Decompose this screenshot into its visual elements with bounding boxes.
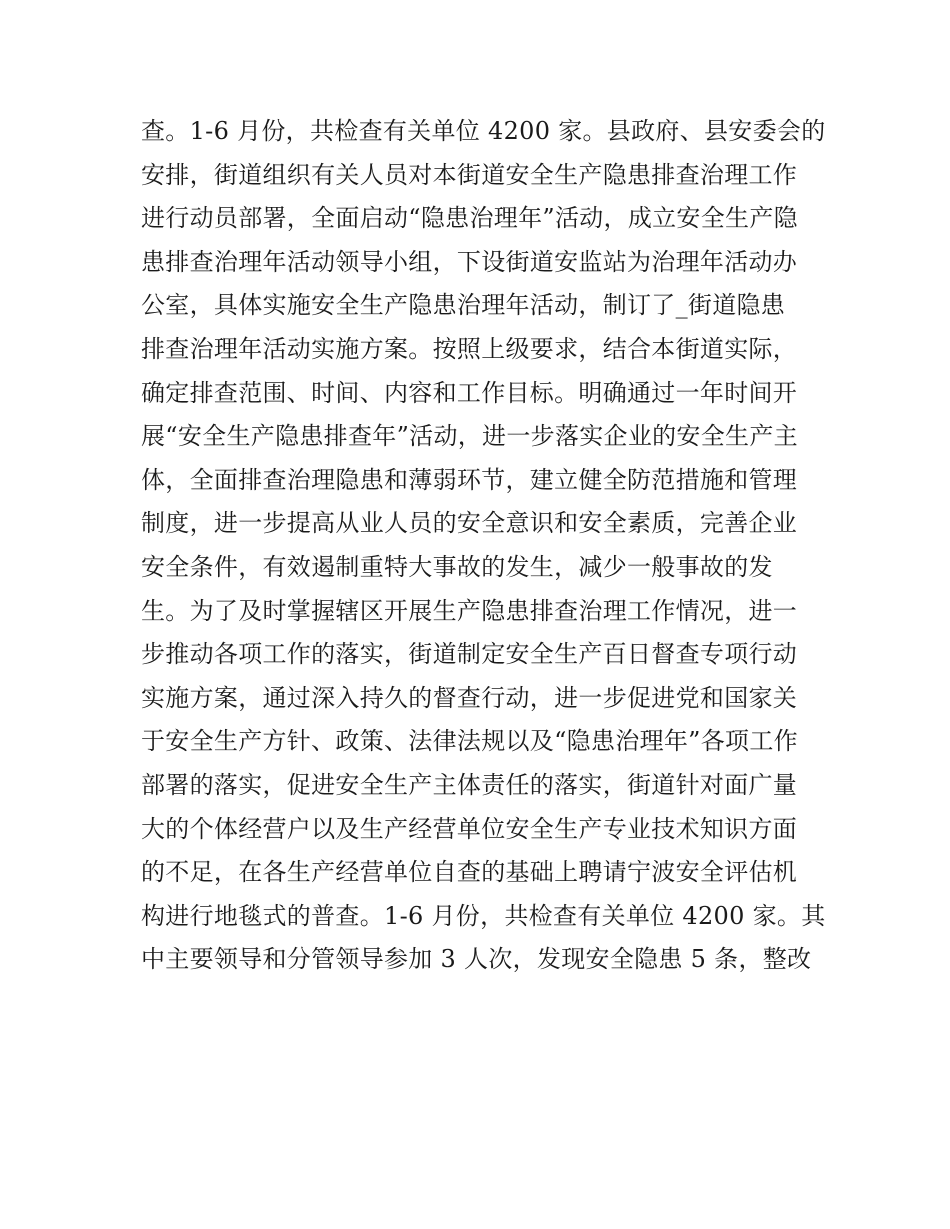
text-line: 查。1-6 月份，共检查有关单位 4200 家。县政府、县安委会的: [141, 117, 826, 145]
text-line: 中主要领导和分管领导参加 3 人次，发现安全隐患 5 条，整改: [141, 945, 812, 974]
text-line: 生。为了及时掌握辖区开展生产隐患排查治理工作情况，进一: [141, 596, 798, 625]
text-line: 排查治理年活动实施方案。按照上级要求，结合本街道实际，: [141, 334, 798, 363]
text-line: 展“安全生产隐患排查年”活动，进一步落实企业的安全生产主: [141, 422, 798, 451]
text-line: 构进行地毯式的普查。1-6 月份，共检查有关单位 4200 家。其: [141, 901, 826, 930]
text-line: 步推动各项工作的落实，街道制定安全生产百日督查专项行动: [141, 640, 798, 669]
text-line: 安全条件，有效遏制重特大事故的发生，减少一般事故的发: [141, 552, 773, 581]
body-text: [141, 110, 826, 982]
text-line: 于安全生产方针、政策、法律法规以及“隐患治理年”各项工作: [141, 727, 798, 756]
text-line: 安排，街道组织有关人员对本街道安全生产隐患排查治理工作: [141, 160, 798, 189]
text-line: 患排查治理年活动领导小组，下设街道安监站为治理年活动办: [141, 247, 798, 276]
text-line: 制度，进一步提高从业人员的安全意识和安全素质，完善企业: [141, 509, 798, 538]
text-line: 的不足，在各生产经营单位自查的基础上聘请宁波安全评估机: [141, 858, 798, 887]
text-line: 实施方案，通过深入持久的督查行动，进一步促进党和国家关: [141, 683, 798, 712]
text-line: 进行动员部署，全面启动“隐患治理年”活动，成立安全生产隐: [141, 204, 798, 233]
text-line: 部署的落实，促进安全生产主体责任的落实，街道针对面广量: [141, 770, 798, 799]
text-line: 确定排查范围、时间、内容和工作目标。明确通过一年时间开: [141, 378, 798, 407]
text-line: 公室，具体实施安全生产隐患治理年活动，制订了_街道隐患: [141, 291, 786, 320]
text-line: 大的个体经营户以及生产经营单位安全生产专业技术知识方面: [141, 814, 798, 843]
text-line: 体，全面排查治理隐患和薄弱环节，建立健全防范措施和管理: [141, 465, 798, 494]
